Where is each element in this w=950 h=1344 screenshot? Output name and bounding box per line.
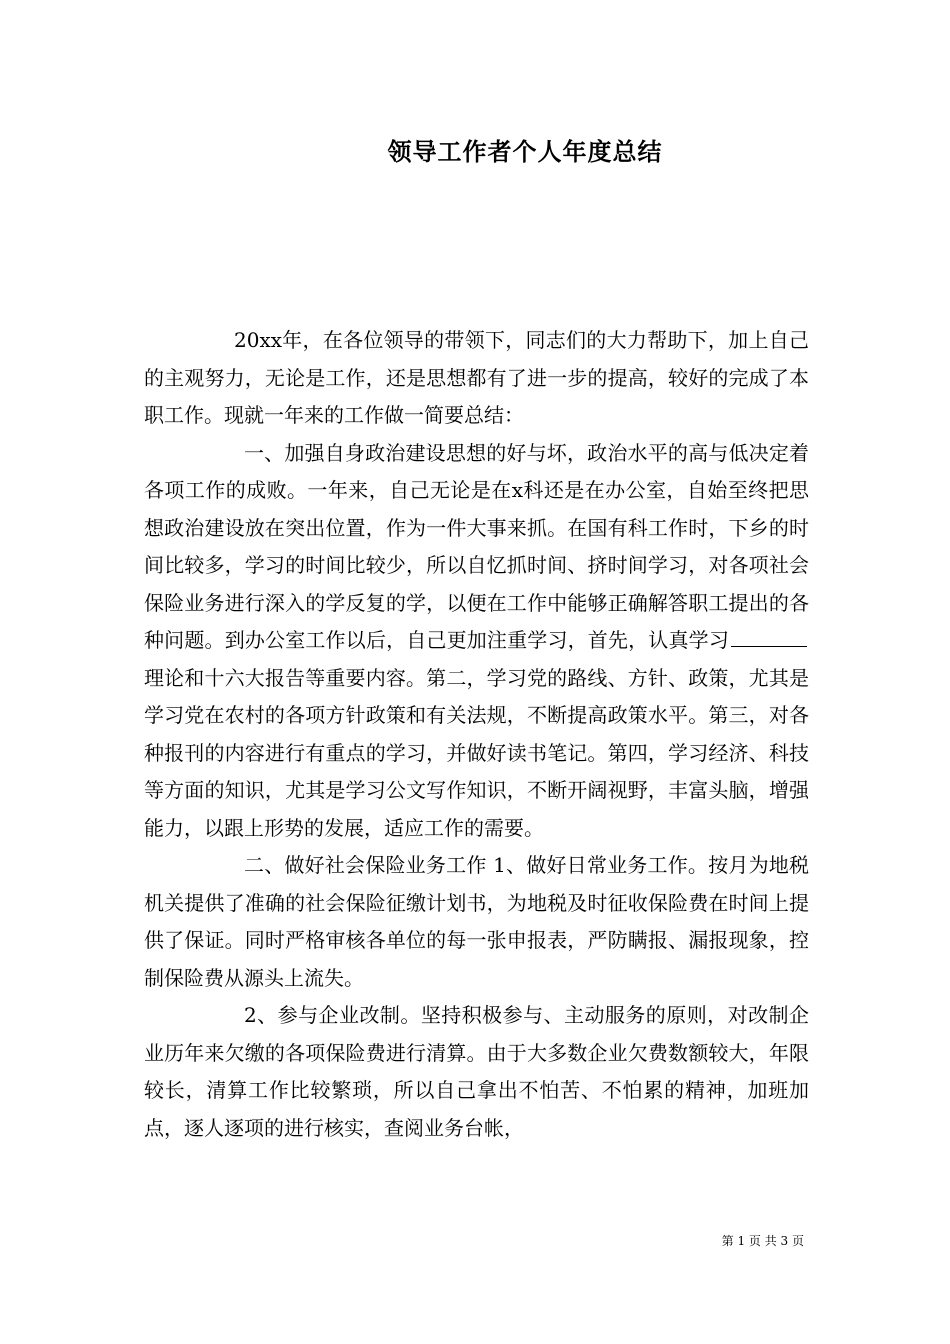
paragraph-section-one-part-b: 理论和十六大报告等重要内容。第二，学习党的路线、方针、政策，尤其是学习党在农村的各项方针政策和有关法规，不断提高政策水平。第三，对各种报刊的内容进行有重点的学习，并做好读书笔记。第四，学习经济、科技等方面的知识，尤其是学习公文写作知识，不断开阔视野，丰富头脑，增强能力，以跟上形势的发展，适应工作的需要。 <box>144 665 809 840</box>
page-number-footer: 第 1 页 共 3 页 <box>721 1234 804 1248</box>
paragraph-section-one-part-a: 一、加强自身政治建设思想的好与坏，政治水平的高与低决定着各项工作的成败。一年来，自己无论是在x科还是在办公室，自始至终把思想政治建设放在突出位置，作为一件大事来抓。在国有科工作时，下乡的时间比较多，学习的时间比较少，所以自忆抓时间、挤时间学习，对各项社会保险业务进行深入的学反复的学，以便在工作中能够正确解答职工提出的各种问题。到办公室工作以后，自己更加注重学习，首先，认真学习 <box>144 440 809 652</box>
paragraph-section-two: 二、做好社会保险业务工作 1、做好日常业务工作。按月为地税机关提供了准确的社会保险征缴计划书，为地税及时征收保险费在时间上提供了保证。同时严格审核各单位的每一张申报表，严防瞒报、漏报现象，控制保险费从源头上流失。 <box>144 853 809 990</box>
paragraph-section-one <box>144 435 809 848</box>
document-body <box>144 322 809 1147</box>
blank-underline <box>731 626 807 647</box>
paragraph-intro: 20xx年，在各位领导的带领下，同志们的大力帮助下，加上自己的主观努力，无论是工作，还是思想都有了进一步的提高，较好的完成了本职工作。现就一年来的工作做一简要总结： <box>144 328 809 427</box>
paragraph-section-two-item-2: 2、参与企业改制。坚持积极参与、主动服务的原则，对改制企业历年来欠缴的各项保险费进行清算。由于大多数企业欠费数额较大，年限较长，清算工作比较繁琐，所以自己拿出不怕苦、不怕累的精神，加班加点，逐人逐项的进行核实，查阅业务台帐， <box>144 1003 809 1140</box>
document-title: 领导工作者个人年度总结 <box>387 137 663 166</box>
